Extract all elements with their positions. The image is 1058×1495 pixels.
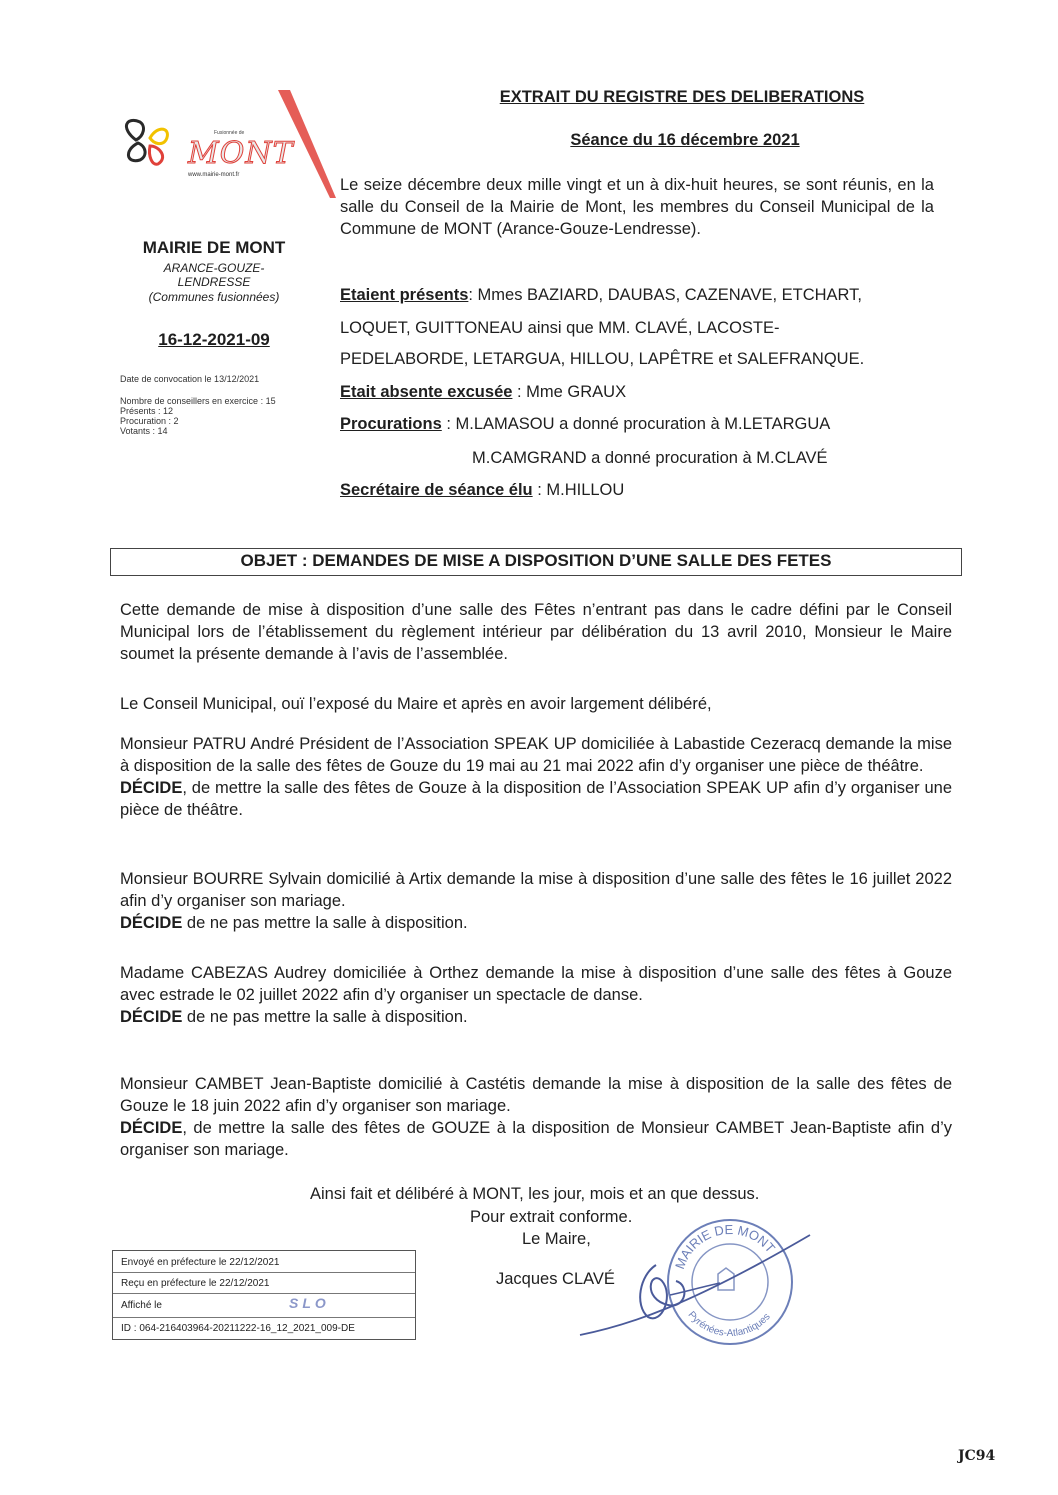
- request-cabezas: Madame CABEZAS Audrey domiciliée à Orthez demande la mise à disposition d’une salle des fêtes à Gouze avec estrade le 02 juillet 2022 afin d’y organiser un spectacle de danse.: [120, 964, 952, 1004]
- decide-label: DÉCIDE: [120, 914, 183, 932]
- maire-signature: [570, 1225, 820, 1345]
- procurations-label: Procurations: [340, 415, 442, 433]
- presents-line2: LOQUET, GUITTONEAU ainsi que MM. CLAVÉ, LACOSTE-: [340, 319, 780, 337]
- extrait-conforme: Pour extrait conforme.: [470, 1208, 633, 1226]
- paragraph-context: Cette demande de mise à disposition d’une salle des Fêtes n’entrant pas dans le cadre défini par le Conseil Municipal lors de l’établissement du règlement intérieur par délibération du 13 avril 2010, Monsieur le Maire soumet la présente demande à l’avis de l’assemblée.: [120, 601, 952, 663]
- logo-small-top: Fusionnée de: [214, 130, 245, 136]
- logo-word: MONT: [188, 136, 294, 171]
- paragraph-bourre: [120, 868, 952, 934]
- footer-code: JC94: [958, 1448, 996, 1464]
- mairie-sub2: LENDRESSE: [177, 275, 251, 289]
- procurations-line1: [340, 413, 830, 435]
- decision-cabezas-text: de ne pas mettre la salle à disposition.: [182, 1008, 468, 1026]
- secretaire-label: Secrétaire de séance élu: [340, 481, 533, 499]
- prefecture-stamp: [112, 1250, 416, 1340]
- seal-top-text: MAIRIE DE MONT: [672, 1221, 779, 1272]
- recu-prefecture: Reçu en préfecture le 22/12/2021: [121, 1278, 270, 1289]
- decide-label: DÉCIDE: [120, 1008, 183, 1026]
- secretaire-line: [340, 479, 624, 501]
- paragraph-conseil: Le Conseil Municipal, ouï l’exposé du Maire et après en avoir largement délibéré,: [120, 695, 712, 713]
- mairie-sub3: (Communes fusionnées): [148, 290, 280, 304]
- absent-label: Etait absente excusée: [340, 383, 513, 401]
- decision-cabezas: [120, 1006, 952, 1028]
- paragraph-cambet: [120, 1073, 952, 1161]
- presents-names-1: : Mmes BAZIARD, DAUBAS, CAZENAVE, ETCHART,: [468, 286, 862, 304]
- decision-cambet-text: , de mettre la salle des fêtes de GOUZE à la disposition de Monsieur CAMBET Jean-Baptiste afin d’y organiser son mariage.: [120, 1119, 952, 1159]
- absent-line: [340, 381, 626, 403]
- request-cambet: Monsieur CAMBET Jean-Baptiste domicilié à Castétis demande la mise à disposition de la salle des fêtes de Gouze le 18 juin 2022 afin d’y organiser son mariage.: [120, 1075, 952, 1115]
- decision-patru: [120, 777, 952, 821]
- envoye-prefecture: Envoyé en préfecture le 22/12/2021: [121, 1257, 280, 1268]
- slo-logo: SLO: [289, 1295, 330, 1311]
- affiche-le: Affiché le: [121, 1300, 162, 1311]
- presents-label: Etaient présents: [340, 286, 469, 304]
- decision-bourre-text: de ne pas mettre la salle à disposition.: [182, 914, 468, 932]
- presents-count: Présents : 12: [120, 406, 174, 416]
- convocation-date: Date de convocation le 13/12/2021: [120, 374, 260, 384]
- procuration-count: Procuration : 2: [120, 416, 179, 426]
- presents-line1: [340, 284, 950, 306]
- secretaire-value: : M.HILLOU: [532, 481, 625, 499]
- request-patru: Monsieur PATRU André Président de l’Association SPEAK UP domiciliée à Labastide Cezeracq demande la mise à disposition de la salle des fêtes de Gouze du 19 mai au 21 mai 2022 afin d’y organiser une pièce de théâtre.: [120, 735, 952, 775]
- le-maire: Le Maire,: [522, 1230, 591, 1248]
- mairie-name: MAIRIE DE MONT: [142, 238, 286, 257]
- seal-bottom-text: Pyrénées-Atlantiques: [685, 1309, 773, 1340]
- objet-title: OBJET : DEMANDES DE MISE A DISPOSITION D’UNE SALLE DES FETES: [240, 551, 832, 570]
- mairie-sub1: ARANCE-GOUZE-: [163, 261, 265, 275]
- decision-patru-text: , de mettre la salle des fêtes de Gouze à la disposition de l’Association SPEAK UP afin d’y organiser une pièce de théâtre.: [120, 779, 952, 819]
- decision-cambet: [120, 1117, 952, 1161]
- logo-url: www.mairie-mont.fr: [188, 172, 240, 178]
- register-title: EXTRAIT DU REGISTRE DES DELIBERATIONS: [499, 88, 865, 106]
- absent-value: : Mme GRAUX: [512, 383, 627, 401]
- presents-line3: PEDELABORDE, LETARGUA, HILLOU, LAPÊTRE et SALEFRANQUE.: [340, 350, 865, 368]
- deliberation-ref: 16-12-2021-09: [158, 330, 270, 349]
- procurations-value-1: : M.LAMASOU a donné procuration à M.LETARGUA: [441, 415, 831, 433]
- request-bourre: Monsieur BOURRE Sylvain domicilié à Artix demande la mise à disposition d’une salle des fêtes le 16 juillet 2022 afin d’y organiser son mariage.: [120, 870, 952, 910]
- procurations-line2: M.CAMGRAND a donné procuration à M.CLAVÉ: [472, 449, 828, 467]
- maire-name: Jacques CLAVÉ: [496, 1270, 615, 1288]
- conseillers-exercice: Nombre de conseillers en exercice : 15: [120, 396, 276, 406]
- decide-label: DÉCIDE: [120, 1119, 183, 1137]
- intro-paragraph: Le seize décembre deux mille vingt et un à dix-huit heures, se sont réunis, en la salle du Conseil de la Mairie de Mont, les membres du Conseil Municipal de la Commune de MONT (Arance-Gouze-Lendresse).: [340, 176, 934, 238]
- paragraph-cabezas: [120, 962, 952, 1028]
- closing-statement: Ainsi fait et délibéré à MONT, les jour, mois et an que dessus.: [310, 1185, 760, 1203]
- paragraph-patru: [120, 733, 952, 821]
- acte-id: ID : 064-216403964-20211222-16_12_2021_009-DE: [121, 1323, 355, 1334]
- decide-label: DÉCIDE: [120, 779, 183, 797]
- decision-bourre: [120, 912, 952, 934]
- votants-count: Votants : 14: [120, 426, 168, 436]
- session-date: Séance du 16 décembre 2021: [570, 131, 800, 149]
